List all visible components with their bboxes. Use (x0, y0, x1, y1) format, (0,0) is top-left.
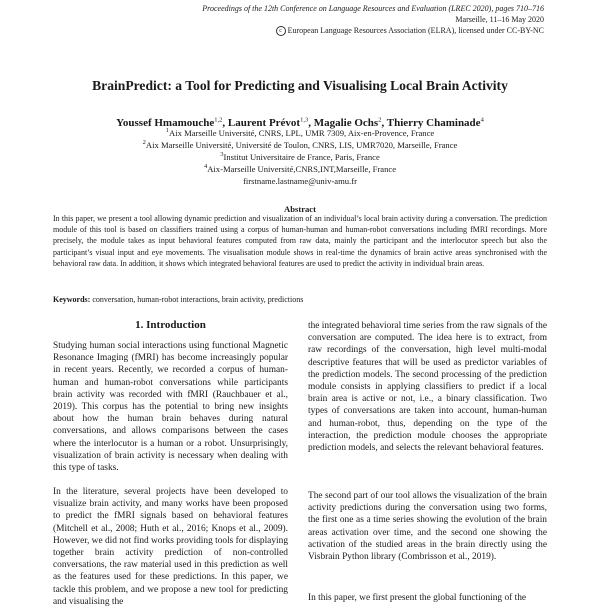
paper-title: BrainPredict: a Tool for Predicting and Visualising Local Brain Activity (92, 78, 508, 93)
author-name: Magalie Ochs (313, 117, 379, 129)
author-name: Thierry Chaminade (386, 117, 481, 129)
affiliation (0, 152, 600, 162)
affiliation-sup: 3 (220, 151, 224, 159)
affiliation-text: Institut Universitaire de France, Paris, France (223, 152, 380, 162)
author-sup: 2 (378, 116, 382, 124)
author-sup: 1,3 (300, 116, 309, 124)
author-list: Youssef Hmamouche$^{1,2}$, Laurent Prévot$^{1,3}$, Magalie Ochs$^2$, Thierry Chaminade$^4$ (116, 116, 484, 129)
affiliation (0, 140, 600, 150)
proceedings-line: Proceedings of the 12th Conference on Language Resources and Evaluation (LREC 2020), pages 710–716 (202, 4, 544, 13)
affiliation-text: Aix-Marseille Université,CNRS,INT,Marseille, France (207, 164, 397, 174)
copyright-icon: c (276, 26, 286, 36)
abstract-heading: Abstract (284, 204, 316, 214)
abstract-text: In this paper, we present a tool allowing dynamic prediction and visualization of an individual’s local brain activity during a conversation. The prediction module of this tool is based on classifiers trained using a corpus of human-human and human-robot conversations including fMRI recordings. More precisely, the module takes as input behavioral features computed from raw data, mainly the participant and the interlocutor speech but also the participant’s visual input and eye movements. The visualisation module shows in real-time the dynamics of brain active areas synchronised with the behavioral raw data. In addition, it shows which integrated behavioral features are used to predict the activity in individual brain areas. (53, 214, 547, 268)
venue-line: Marseille, 11–16 May 2020 (455, 15, 544, 24)
paragraph: Studying human social interactions using functional Magnetic Resonance Imaging (fMRI) has become increasingly popular in recent years. Recently, we recorded a corpus of human-human and human-robot conversations while participants brain activity was recorded with fMRI (Rauchbauer et al., 2019). This corpus has the potential to bring new insights about how the human brain behaves during natural conversations, and allows comparisons between the cases where the interlocutor is a human or a robot. Unsurprisingly, visualization of brain activity is necessary when dealing with this type of tasks. (53, 341, 288, 474)
affiliation-sup: 1 (165, 127, 170, 135)
affiliation-sup: 4 (203, 163, 208, 171)
keywords (53, 294, 547, 305)
author-email: firstname.lastname@univ-amu.fr (243, 176, 357, 186)
license-text: European Language Resources Association (ELRA), licensed under CC-BY-NC (287, 26, 544, 35)
paragraph: The second part of our tool allows the visualization of the brain activity predictions during the conversation using two forms, the first one as a time series showing the evolution of the brain areas activation over time, and the second one showing the activation of the studied areas in the brain directly using the Visbrain Python library (Combrisson et al., 2019). (308, 491, 547, 563)
keywords-text: conversation, human-robot interactions, brain activity, predictions (92, 295, 304, 304)
affiliation-text: Aix Marseille Université, Université de Toulon, CNRS, LIS, UMR7020, Marseille, France (145, 140, 458, 150)
section-heading-introduction: 1. Introduction (135, 319, 206, 331)
paragraph: In the literature, several projects have been developed to visualize brain activity, and many works have been proposed to predict the fMRI signals based on behavioral features (Mitchell et al., 2008; Huth et al., 2016; Knops et al., 2009). However, we did not find works providing tools for displaying together brain activity prediction of non-controlled conversations, the raw material used in this prediction as well as the features used for these predictions. In this paper, we tackle this problem, and we propose a new tool for predicting and visualising the (53, 487, 289, 607)
affiliation-text: Aix Marseille Université, CNRS, LPL, UMR 7309, Aix-en-Provence, France (169, 128, 435, 138)
author-name: Laurent Prévot (227, 117, 301, 129)
paragraph: the integrated behavioral time series from the raw signals of the conversation are computed. The idea here is to extract, from raw recordings of the conversation, high level multi-modal descriptive features that will be used as predictor variables of the prediction models. The second processing of the prediction module consists in applying classifiers to predict if a local brain area is active or not, i.e., a binary classification. Two types of conversations are taken into account, human-human and human-robot, thus, depending on the type of the interaction, the prediction module chooses the appropriate prediction models, and selects the relevant behavioral features. (308, 321, 547, 454)
paragraph: In this paper, we first present the global functioning of the (308, 593, 527, 603)
affiliation (0, 128, 600, 138)
author-name: Youssef Hmamouche (116, 117, 215, 129)
affiliation (0, 164, 600, 174)
license-line (276, 25, 544, 36)
keywords-label: Keywords: (53, 295, 91, 304)
affiliation-sup: 2 (142, 139, 146, 147)
author-sup: 4 (480, 116, 484, 124)
author-sup: 1,2 (214, 116, 223, 124)
